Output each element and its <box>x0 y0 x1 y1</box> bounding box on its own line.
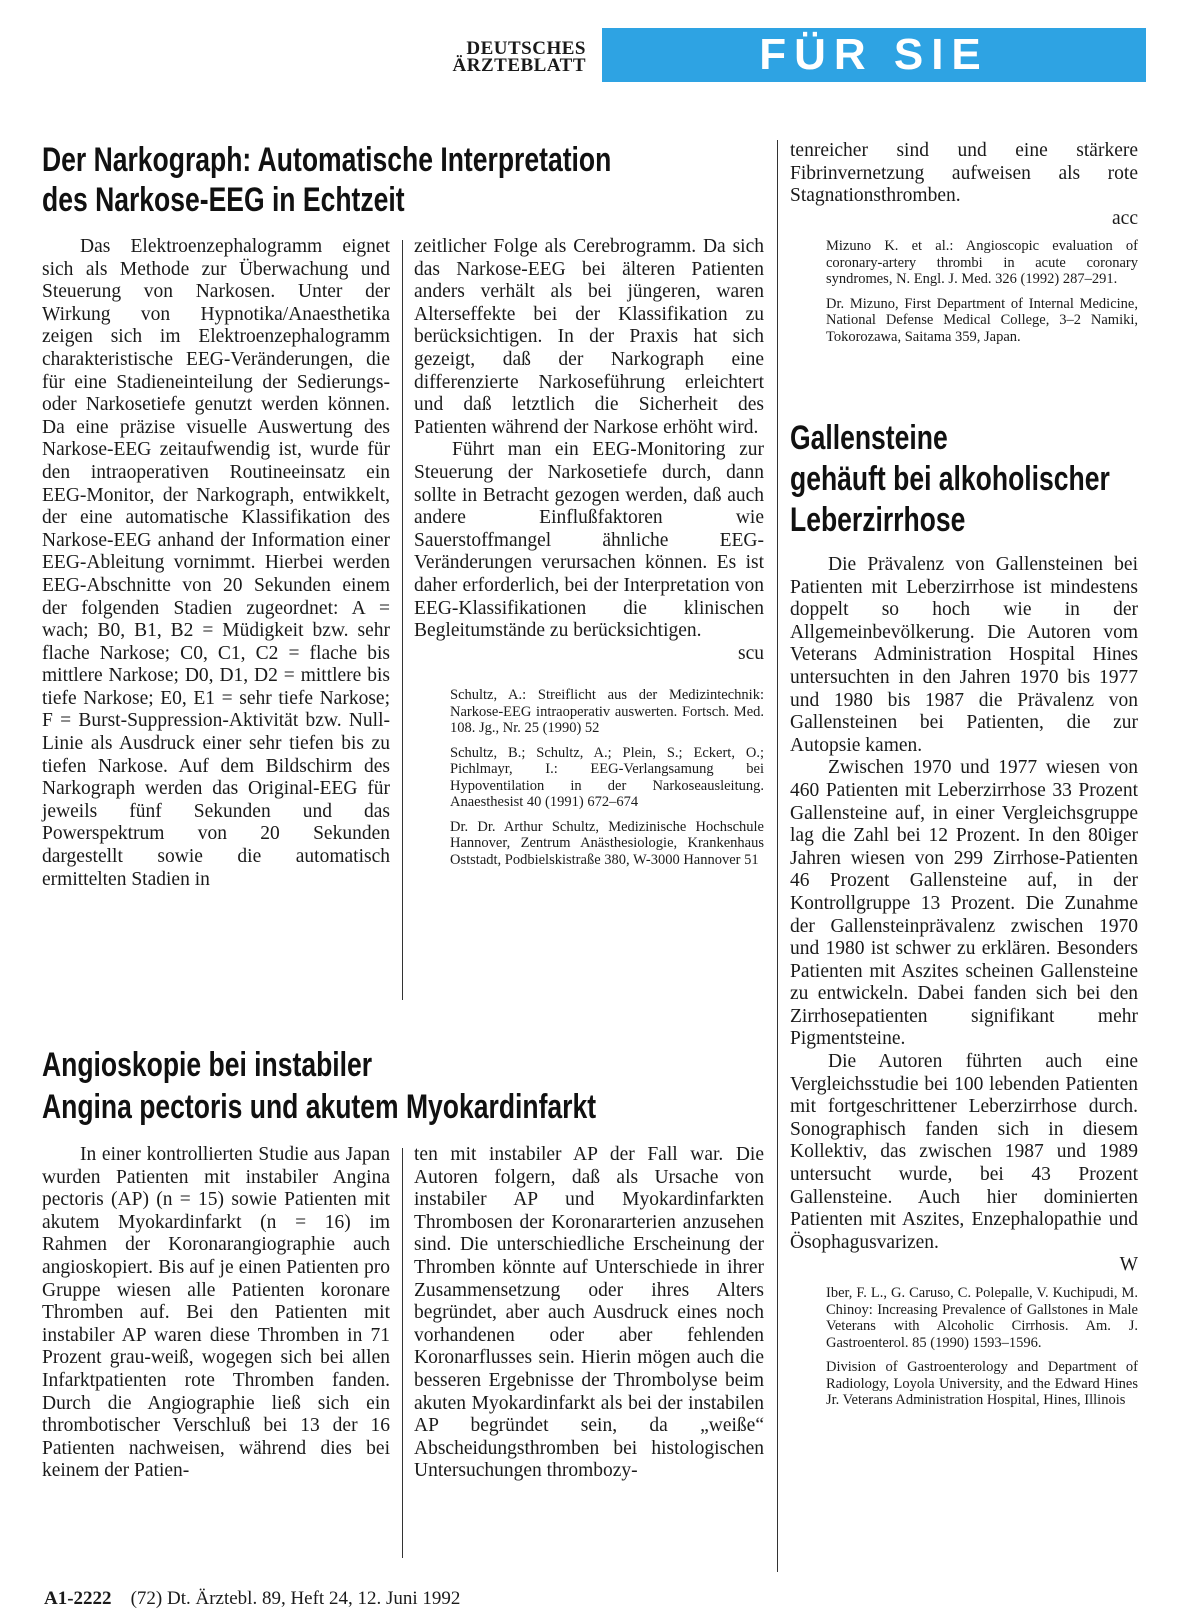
article1-column2 <box>414 236 764 868</box>
article2-reference1: Mizuno K. et al.: Angioscopic evaluation of coronary-artery thrombi in acute coronary syndromes, N. Engl. J. Med. 326 (1992) 287–291. <box>826 238 1138 288</box>
article1-headline-line1: Der Narkograph: Automatische Interpretation <box>42 141 612 179</box>
masthead-line1: DEUTSCHES <box>466 38 586 59</box>
article1-signature: scu <box>738 642 764 664</box>
article2-col2-text: ten mit instabiler AP der Fall war. Die Autoren folgern, daß als Ursache von instabiler AP und Myokardinfarkten Thrombosen der Koronararterien anzusehen sind. Die unterschiedliche Erscheinung der Thromben könnte auf Unterschiede in ihrer Zusammensetzung oder ihres Alters begründet, aber auch Ausdruck eines noch vorhandenen oder aber fehlenden Koronarflusses sein. Hierin mögen auch die besseren Ergebnisse der Thrombolyse beim akuten Myokardinfarkt als bei der instabilen AP begründet sein, da „weiße“ Abscheidungsthromben bei histologischen Untersuchungen thrombozy- <box>414 1144 764 1482</box>
article1-reference2: Schultz, B.; Schultz, A.; Plein, S.; Eckert, O.; Pichlmayr, I.: EEG-Verlangsamung bei Hypoventilation in der Narkoseausleitung. Anaesthesist 40 (1991) 672–674 <box>450 744 764 811</box>
article1-headline-line2: des Narkose-EEG in Echtzeit <box>42 181 405 219</box>
column-divider <box>402 240 403 1000</box>
article2-col3-text: tenreicher sind und eine stärkere Fibrinvernetzung aufweisen als rote Stagnationsthromben. <box>790 140 1138 207</box>
article3-headline-line2: gehäuft bei alkoholischer <box>790 460 1110 498</box>
masthead <box>426 40 586 74</box>
article2-reference2: Dr. Mizuno, First Department of Internal Medicine, National Defense Medical College, 3–2 Namiki, Tokorozawa, Saitama 359, Japan. <box>826 295 1138 345</box>
column-divider <box>777 140 778 1572</box>
article2-headline-line2: Angina pectoris und akutem Myokardinfarkt <box>42 1088 597 1126</box>
footer-citation: (72) Dt. Ärztebl. 89, Heft 24, 12. Juni 1992 <box>130 1588 461 1609</box>
masthead-line2: ÄRZTEBLATT <box>452 55 586 76</box>
article1-col1-text: Das Elektroenzephalogramm eignet sich als Methode zur Überwachung und Steuerung von Narkosen. Unter der Wirkung von Hypnotika/Anaesthetika zeigen sich im Elektroenzephalogramm charakteristische EEG-Veränderungen, die für eine Stadieneinteilung der Sedierungs- oder Narkosetiefe genutzt werden können. Da eine präzise visuelle Auswertung des Narkose-EEG zeitaufwendig ist, wurde für den intraoperativen Routineeinsatz ein EEG-Monitor, der Narkograph, entwikkelt, der eine automatische Klassifikation des Narkose-EEG anhand der Information einer EEG-Ableitung vornimmt. Hierbei werden EEG-Abschnitte von 20 Sekunden einem der folgenden Stadien zugeordnet: A = wach; B0, B1, B2 = Müdigkeit bzw. sehr flache Narkose; C0, C1, C2 = flache bis mittlere Narkose; D0, D1, D2 = mittlere bis tiefe Narkose; E0, E1 = sehr tiefe Narkose; F = Burst-Suppression-Aktivität bzw. Null-Linie als Ausdruck einer sehr tiefen bis zu tiefen Narkose. Auf dem Bildschirm des Narkograph werden das Original-EEG für jeweils fünf Sekunden und das Powerspektrum von 20 Sekunden dargestellt sowie die automatisch ermittelten Stadien in <box>42 236 390 890</box>
article3-headline-line1: Gallensteine <box>790 419 948 457</box>
article2-headline <box>42 1044 596 1128</box>
page-footer <box>44 1588 460 1610</box>
article2-column1 <box>42 1144 390 1483</box>
article1-col2-paragraph2: Führt man ein EEG-Monitoring zur Steuerung der Narkosetiefe durch, dann sollte in Betracht gezogen werden, daß auch andere Einflußfaktoren wie Sauerstoffmangel ähnliche EEG-Veränderungen verursachen können. Es ist daher erforderlich, bei der Interpretation von EEG-Klassifikationen die klinischen Begleitumstände zu berücksichtigen. <box>414 439 764 642</box>
article3-headline <box>790 418 1110 541</box>
article3-paragraph3: Die Autoren führten auch eine Vergleichsstudie bei 100 lebenden Patienten mit fortgeschrittener Leberzirrhose durch. Sonographisch fanden sich in diesem Kollektiv, das zwischen 1987 und 1989 untersucht wurde, bei 43 Prozent Gallensteine. Auch hier dominierten Patienten mit Aszites, Enzephalopathie und Ösophagusvarizen. <box>790 1051 1138 1253</box>
article2-column2 <box>414 1144 764 1483</box>
column-divider <box>402 1148 403 1558</box>
article1-headline <box>42 140 611 220</box>
right-column <box>790 140 1138 345</box>
article3-paragraph2: Zwischen 1970 und 1977 wiesen von 460 Patienten mit Leberzirrhose 33 Prozent Gallensteine auf, in einer Vergleichsgruppe lag die Zahl bei 12 Prozent. In den 80iger Jahren wiesen von 299 Zirrhose-Patienten 46 Prozent Gallensteine auf, in der Kontrollgruppe 13 Prozent. Die Zunahme der Gallensteinprävalenz zwischen 1970 und 1980 ist schwer zu erklären. Besonders Patienten mit Aszites scheinen Gallensteine zu entwickeln. Dabei fanden sich bei den Zirrhosepatienten signifikant mehr Pigmentsteine. <box>790 757 1138 1050</box>
article2-col1-text: In einer kontrollierten Studie aus Japan wurden Patienten mit instabiler Angina pectoris (AP) (n = 15) sowie Patienten mit akutem Myokardinfarkt (n = 16) im Rahmen der Koronarangiographie auch angioskopiert. Bis auf je einen Patienten pro Gruppe wiesen alle Patienten koronare Thromben auf. Bei den Patienten mit instabiler AP waren diese Thromben in 71 Prozent grau-weiß, wogegen sich bei allen Infarktpatienten rote Thromben fanden. Durch die Angiographie ließ sich ein thrombotischer Verschluß bei 13 der 16 Patienten nachweisen, während dies bei keinem der Patien- <box>42 1144 390 1482</box>
article1-col2-paragraph1: zeitlicher Folge als Cerebrogramm. Da sich das Narkose-EEG bei älteren Patienten anders verhält als bei jüngeren, waren Alterseffekte bei der Klassifikation zu berücksichtigen. In der Praxis hat sich gezeigt, daß der Narkograph eine differenzierte Narkoseführung erleichtert und daß letztlich die Sicherheit des Patienten während der Narkose erhöht wird. <box>414 236 764 438</box>
article1-reference3: Dr. Dr. Arthur Schultz, Medizinische Hochschule Hannover, Zentrum Anästhesiologie, Krankenhaus Oststadt, Podbielskistraße 380, W-3000 Hannover 51 <box>450 818 764 868</box>
article3-signature: W <box>1119 1254 1138 1276</box>
section-banner: FÜR SIE REFERIERT <box>602 28 1146 82</box>
article3-reference1: Iber, F. L., G. Caruso, C. Polepalle, V. Kuchipudi, M. Chinoy: Increasing Prevalence of Gallstones in Male Veterans with Alcoholic Cirrhosis. Am. J. Gastroenterol. 85 (1990) 1593–1596. <box>826 1285 1138 1351</box>
article1-column1 <box>42 236 390 891</box>
article2-headline-line1: Angioskopie bei instabiler <box>42 1046 373 1084</box>
article3-body <box>790 554 1138 1409</box>
article3-paragraph1: Die Prävalenz von Gallensteinen bei Patienten mit Leberzirrhose ist mindestens doppelt so hoch wie in der Allgemeinbevölkerung. Die Autoren vom Veterans Administration Hospital Hines untersuchten in den Jahren 1970 bis 1977 und 1980 bis 1987 die Prävalenz von Gallensteinen bei Patienten, die zur Autopsie kamen. <box>790 554 1138 756</box>
article3-reference2: Division of Gastroenterology and Department of Radiology, Loyola University, and the Edward Hines Jr. Veterans Administration Hospital, Hines, Illinois <box>826 1359 1138 1408</box>
article1-reference1: Schultz, A.: Streiflicht aus der Medizintechnik: Narkose-EEG intraoperativ auswerten. Fortsch. Med. 108. Jg., Nr. 25 (1990) 52 <box>450 687 764 737</box>
article3-headline-line3: Leberzirrhose <box>790 501 966 539</box>
footer-page-code: A1-2222 <box>44 1588 112 1609</box>
article2-signature: acc <box>1112 207 1138 229</box>
